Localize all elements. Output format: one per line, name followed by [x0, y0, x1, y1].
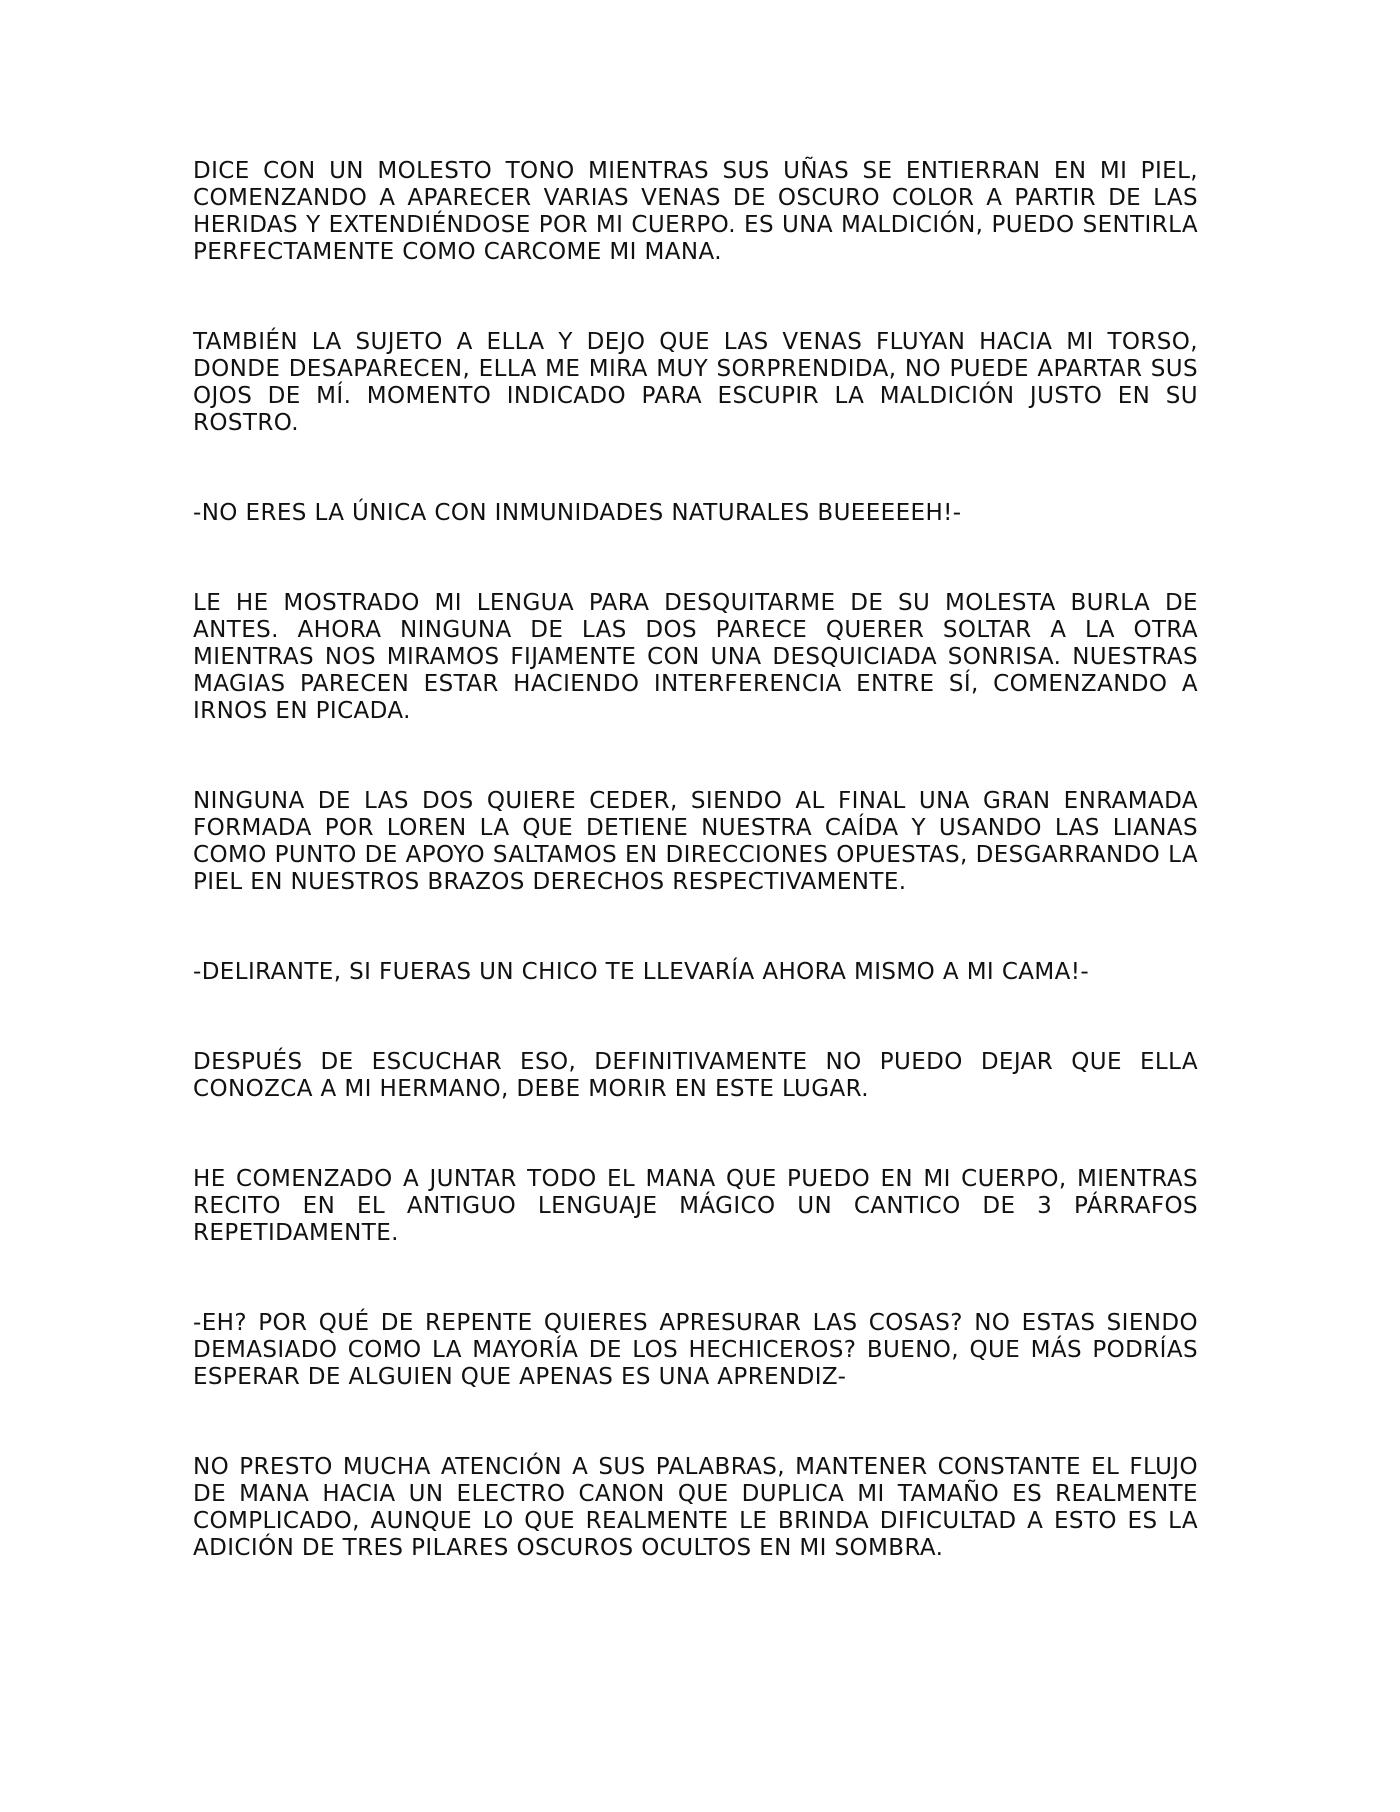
- paragraph-4: NINGUNA DE LAS DOS QUIERE CEDER, SIENDO AL FINAL UNA GRAN ENRAMADA FORMADA POR LOREN LA QUE DETIENE NUESTRA CAÍDA Y USANDO LAS LIANAS COMO PUNTO DE APOYO SALTAMOS EN DIRECCIONES OPUESTAS, DESGARRANDO LA PIEL EN NUESTROS BRAZOS DERECHOS RESPECTIVAMENTE.: [193, 788, 1198, 895]
- paragraph-7: NO PRESTO MUCHA ATENCIÓN A SUS PALABRAS, MANTENER CONSTANTE EL FLUJO DE MANA HACIA UN ELECTRO CANON QUE DUPLICA MI TAMAÑO ES REALMENTE COMPLICADO, AUNQUE LO QUE REALMENTE LE BRINDA DIFICULTAD A ESTO ES LA ADICIÓN DE TRES PILARES OSCUROS OCULTOS EN MI SOMBRA.: [193, 1454, 1198, 1561]
- paragraph-2: TAMBIÉN LA SUJETO A ELLA Y DEJO QUE LAS VENAS FLUYAN HACIA MI TORSO, DONDE DESAPARECEN, ELLA ME MIRA MUY SORPRENDIDA, NO PUEDE APARTAR SUS OJOS DE MÍ. MOMENTO INDICADO PARA ESCUPIR LA MALDICIÓN JUSTO EN SU ROSTRO.: [193, 329, 1198, 436]
- dialogue-line-3: -EH? POR QUÉ DE REPENTE QUIERES APRESURAR LAS COSAS? NO ESTAS SIENDO DEMASIADO COMO LA MAYORÍA DE LOS HECHICEROS? BUENO, QUE MÁS PODRÍAS ESPERAR DE ALGUIEN QUE APENAS ES UNA APRENDIZ-: [193, 1310, 1198, 1390]
- paragraph-3: LE HE MOSTRADO MI LENGUA PARA DESQUITARME DE SU MOLESTA BURLA DE ANTES. AHORA NINGUNA DE LAS DOS PARECE QUERER SOLTAR A LA OTRA MIENTRAS NOS MIRAMOS FIJAMENTE CON UNA DESQUICIADA SONRISA. NUESTRAS MAGIAS PARECEN ESTAR HACIENDO INTERFERENCIA ENTRE SÍ, COMENZANDO A IRNOS EN PICADA.: [193, 590, 1198, 724]
- paragraph-1: DICE CON UN MOLESTO TONO MIENTRAS SUS UÑAS SE ENTIERRAN EN MI PIEL, COMENZANDO A APARECER VARIAS VENAS DE OSCURO COLOR A PARTIR DE LAS HERIDAS Y EXTENDIÉNDOSE POR MI CUERPO. ES UNA MALDICIÓN, PUEDO SENTIRLA PERFECTAMENTE COMO CARCOME MI MANA.: [193, 158, 1198, 265]
- paragraph-5: DESPUÉS DE ESCUCHAR ESO, DEFINITIVAMENTE NO PUEDO DEJAR QUE ELLA CONOZCA A MI HERMANO, DEBE MORIR EN ESTE LUGAR.: [193, 1049, 1198, 1102]
- paragraph-6: HE COMENZADO A JUNTAR TODO EL MANA QUE PUEDO EN MI CUERPO, MIENTRAS RECITO EN EL ANTIGUO LENGUAJE MÁGICO UN CANTICO DE 3 PÁRRAFOS REPETIDAMENTE.: [193, 1166, 1198, 1246]
- dialogue-line-2: -DELIRANTE, SI FUERAS UN CHICO TE LLEVARÍA AHORA MISMO A MI CAMA!-: [193, 959, 1090, 985]
- dialogue-line-1: -NO ERES LA ÚNICA CON INMUNIDADES NATURALES BUEEEEEH!-: [193, 500, 962, 526]
- document-body: [193, 158, 1198, 1562]
